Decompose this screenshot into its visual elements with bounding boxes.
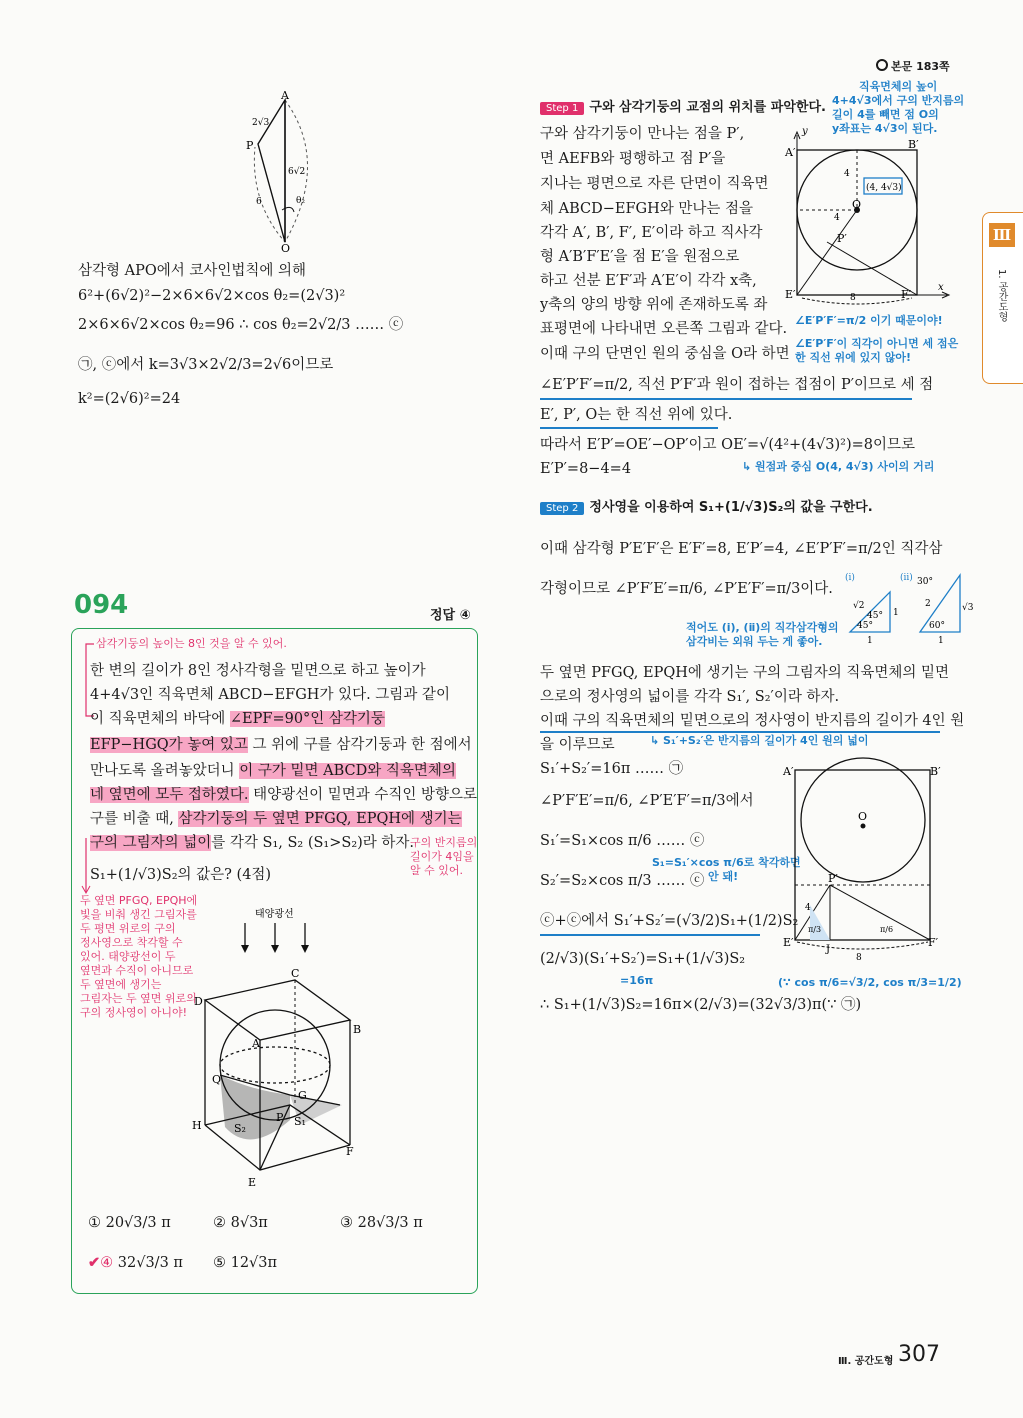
label-y: y [802, 126, 808, 137]
step1-title: 구와 삼각기둥의 교점의 위치를 파악한다. [589, 100, 826, 115]
step2-eq-4: S₂′=S₂×cos π/3 …… ⓒ [540, 873, 705, 889]
cuboid-sphere-figure [190, 905, 365, 1190]
step1-line-7: 하고 선분 E′F′과 A′E′이 각각 x축, [540, 273, 757, 289]
note-circle-area: ↳ S₁′+S₂′은 반지름의 길이가 4인 원의 넓이 [650, 734, 869, 747]
label-B: B′ [908, 138, 919, 151]
step1-tag: Step 1 [540, 102, 584, 115]
choice-5[interactable]: ⑤ 12√3π [213, 1255, 278, 1271]
note-wrong-line-1: S₁=S₁′×cos π/6로 착각하면 [652, 856, 801, 869]
label-60: 60° [929, 621, 945, 631]
label-sqrt2: √2 [853, 601, 865, 611]
prev-line-4: ㉠, ⓒ에서 k=3√3×2√2/3=2√6이므로 [78, 357, 334, 373]
special-triangles-figure [845, 570, 974, 650]
label-C: C [291, 967, 300, 980]
label-pi6: π/6 [880, 925, 894, 934]
choice-1[interactable]: ① 20√3/3 π [88, 1215, 171, 1231]
label-S2: S₂ [234, 1122, 246, 1135]
problem-line-2: 4+4√3인 직육면체 ABCD−EFGH가 있다. 그림과 같이 [90, 687, 450, 703]
label-sqrt3: √3 [962, 603, 974, 613]
problem-line-8: 구의 그림자의 넓이를 각각 S₁, S₂ (S₁>S₂)라 하자. [90, 835, 415, 851]
note-memorize: 적어도 (ⅰ), (ⅱ)의 직각삼각형의 삼각비는 외워 두는 게 좋아. [686, 621, 839, 648]
step1-line-6: 형 A′B′F′E′을 점 E′을 원점으로 [540, 249, 740, 265]
label-8: 8 [856, 953, 862, 963]
note-prism-height: 삼각기둥의 높이는 8인 것을 알 수 있어. [96, 637, 287, 650]
label-1c: 1 [938, 636, 944, 646]
label-6sqrt2: 6√2 [288, 167, 306, 177]
check-mark-icon: ✔ [88, 1254, 101, 1271]
note-arrow-top [82, 640, 96, 720]
label-H: H [192, 1119, 202, 1132]
label-Q: Q [212, 1073, 222, 1086]
note-height: 직육면체의 높이 4+4√3에서 구의 반지름의 길이 4를 빼면 점 O의 y좌표는 4√3이 된다. [832, 80, 965, 135]
label-1a: 1 [893, 608, 899, 618]
label-E: E′ [783, 936, 794, 949]
cross-section-figure [782, 126, 952, 305]
chapter-title: 1. 공간도형 [996, 269, 1007, 322]
label-4: 4 [805, 903, 811, 913]
label-1b: 1 [867, 636, 873, 646]
step2-line-4: 으로의 정사영의 넓이를 각각 S₁′, S₂′이라 하자. [540, 689, 840, 705]
step1-eq-3: E′P′=8−4=4 [540, 461, 632, 477]
step2-tag: Step 2 [540, 502, 584, 515]
step1-eq-2: 따라서 E′P′=OE′−OP′이고 OE′=√(4²+(4√3)²)=8이므로 [540, 437, 916, 453]
step1-line-8: y축의 양의 방향 위에 존재하도록 좌 [540, 297, 768, 313]
page-number: 307 [898, 1342, 940, 1367]
label-8: 8 [850, 293, 856, 303]
chapter-tab[interactable] [982, 212, 1023, 384]
label-theta: θ₂ [296, 196, 306, 206]
label-2: 2 [925, 599, 931, 609]
step2-line-5-underline [540, 731, 940, 733]
label-P: P′ [837, 232, 847, 245]
label-O: O [858, 810, 868, 823]
label-P: P [276, 1111, 284, 1124]
step1-line-2: 면 AEFB와 평행하고 점 P′을 [540, 151, 726, 167]
label-F: F′ [901, 288, 912, 301]
note-cos-values: (∵ cos π/6=√3/2, cos π/3=1/2) [778, 976, 962, 989]
label-E: E [248, 1176, 257, 1189]
step1-line-5: 각각 A′, B′, F′, E′이라 하고 직사각 [540, 225, 763, 241]
step1-eq-1-underline [540, 398, 912, 400]
note-shadow-warning: 두 옆면 PFGQ, EPQH에 빛을 비춰 생긴 그림자를 두 평면 위로의 구의 정사영으로 착각할 수 있어. 태양광선이 두 옆면과 수직이 아니므로 두 옆면에 생기는 그림자는 두 옆면 위로의 구의 정사영이 아니야! [80, 894, 198, 1019]
step1-header [540, 96, 826, 115]
problem-line-5: 만나도록 올려놓았더니 이 구가 밑면 ABCD와 직육면체의 [90, 763, 456, 779]
label-A: A [252, 1037, 260, 1050]
label-i: (ⅰ) [845, 573, 855, 583]
note-right-angle: ∠E′P′F′=π/2 이기 때문이야! [795, 314, 943, 327]
problem-line-1: 한 변의 길이가 8인 정사각형을 밑면으로 하고 높이가 [90, 663, 426, 679]
step2-eq-7: ∴ S₁+(1/√3)S₂=16π×(2/√3)=(32√3/3)π(∵ ㉠) [540, 997, 862, 1013]
label-G: G [298, 1089, 307, 1102]
note-distance: ↳ 원점과 중심 O(4, 4√3) 사이의 거리 [742, 460, 935, 473]
problem-line-9: S₁+(1/√3)S₂의 값은? (4점) [90, 867, 272, 883]
label-F: F′ [928, 936, 939, 949]
label-45a: 45° [867, 611, 883, 621]
step2-title: 정사영을 이용하여 S₁+(1/√3)S₂의 값을 구한다. [589, 500, 873, 515]
step1-eq-1b: E′, P′, O는 한 직선 위에 있다. [540, 407, 733, 423]
problem-line-4: EFP−HGQ가 놓여 있고 그 위에 구를 삼각기둥과 한 점에서 [90, 737, 472, 753]
step2-line-1: 이때 삼각형 P′E′F′은 E′F′=8, E′P′=4, ∠E′P′F′=π/2인 직각삼 [540, 541, 943, 557]
step1-line-10: 이때 구의 단면인 원의 중심을 O라 하면 [540, 346, 790, 362]
label-r1: 4 [844, 169, 850, 179]
label-pi3: π/3 [808, 925, 822, 934]
problem-line-3: 이 직육면체의 바닥에 ∠EPF=90°인 삼각기둥 [90, 711, 385, 727]
answer-label: 정답 ④ [430, 608, 471, 623]
step2-eq-3: S₁′=S₁×cos π/6 …… ⓒ [540, 833, 705, 849]
step1-eq-1: ∠E′P′F′=π/2, 직선 P′F′과 원이 접하는 접점이 P′이므로 세 점 [540, 377, 934, 393]
prev-line-1: 삼각형 APO에서 코사인법칙에 의해 [78, 263, 307, 279]
step2-line-2: 각형이므로 ∠P′F′E′=π/6, ∠P′E′F′=π/3이다. [540, 581, 833, 597]
problem-number: 094 [74, 590, 129, 620]
note-16pi: =16π [620, 974, 654, 987]
circle-icon [876, 59, 888, 71]
label-B: B [353, 1023, 362, 1036]
label-O: O [852, 198, 862, 211]
step2-eq-5: ⓒ+ⓒ에서 S₁′+S₂′=(√3/2)S₁+(1/2)S₂ [540, 913, 799, 929]
step2-line-3: 두 옆면 PFGQ, EPQH에 생기는 구의 그림자의 직육면체의 밑면 [540, 665, 950, 681]
label-45b: 45° [857, 621, 873, 631]
label-F: F [346, 1145, 354, 1158]
label-2sqrt3: 2√3 [252, 118, 270, 128]
note-wrong-line-2: 안 돼! [708, 870, 739, 883]
choice-3[interactable]: ③ 28√3/3 π [340, 1215, 423, 1231]
note-arrow-side [80, 836, 92, 896]
step1-line-4: 체 ABCD−EFGH와 만나는 점을 [540, 201, 754, 217]
label-P: P′ [828, 872, 838, 885]
problem-line-7: 구를 비출 때, 삼각기둥의 두 옆면 PFGQ, EPQH에 생기는 [90, 811, 462, 827]
triangle-apo-figure [230, 89, 340, 255]
label-J: J [826, 944, 831, 955]
label-A: A′ [785, 146, 796, 159]
prev-line-3: 2×6×6√2×cos θ₂=96 ∴ cos θ₂=2√2/3 …… ⓒ [78, 317, 404, 333]
note-radius: 구의 반지름의 길이가 4임을 알 수 있어. [410, 836, 478, 877]
choice-2[interactable]: ② 8√3π [213, 1215, 268, 1231]
label-x: x [938, 282, 944, 293]
label-A: A [281, 89, 289, 102]
arrow-icon: ↳ [650, 734, 664, 747]
note-collinear: ∠E′P′F′이 직각이 아니면 세 점은 한 직선 위에 있지 않아! [795, 337, 959, 364]
label-ii: (ⅱ) [900, 573, 913, 583]
step1-line-3: 지나는 평면으로 자른 단면이 직육면 [540, 176, 769, 192]
label-A: A′ [783, 765, 794, 778]
prev-line-2: 6²+(6√2)²−2×6×6√2×cos θ₂=(2√3)² [78, 288, 346, 304]
label-6: 6 [256, 197, 262, 207]
footer-chapter: Ⅲ. 공간도형 [838, 1356, 894, 1367]
step2-line-5: 이때 구의 직육면체의 밑면으로의 정사영이 반지름의 길이가 4인 원 [540, 713, 965, 729]
step2-line-6: 을 이루므로 [540, 737, 615, 753]
step2-eq-6: (2/√3)(S₁′+S₂′)=S₁+(1/√3)S₂ [540, 951, 746, 967]
label-D: D [194, 995, 203, 1008]
step1-line-1: 구와 삼각기둥이 만나는 점을 P′, [540, 126, 745, 142]
step2-eq-2: ∠P′F′E′=π/6, ∠P′E′F′=π/3에서 [540, 793, 754, 809]
step2-eq-1: S₁′+S₂′=16π …… ㉠ [540, 761, 684, 777]
prev-line-5: k²=(2√6)²=24 [78, 391, 181, 407]
step2-eq-5-underline [540, 934, 760, 936]
label-r2: 4 [834, 213, 840, 223]
step2-header [540, 496, 873, 515]
chapter-roman: Ⅲ [989, 223, 1015, 247]
arrow-icon: ↳ [742, 460, 756, 473]
step1-line-9: 표평면에 나타내면 오른쪽 그림과 같다. [540, 321, 788, 337]
label-S1: S₁ [294, 1115, 306, 1128]
label-E: E′ [785, 288, 796, 301]
label-30: 30° [917, 577, 933, 587]
step1-eq-1b-underline [540, 427, 718, 429]
label-P: P [246, 139, 254, 152]
label-B: B′ [930, 765, 941, 778]
label-point: (4, 4√3) [866, 183, 902, 193]
choice-4[interactable]: ✔④ 32√3/3 π [88, 1254, 183, 1271]
problem-line-6: 네 옆면에 모두 접하였다. 태양광선이 밑면과 수직인 방향으로 [90, 787, 478, 803]
label-sunlight: 태양광선 [255, 909, 294, 920]
label-O: O [281, 242, 291, 255]
reference-badge: 본문 183쪽 [876, 58, 950, 74]
projection-figure [780, 760, 950, 963]
